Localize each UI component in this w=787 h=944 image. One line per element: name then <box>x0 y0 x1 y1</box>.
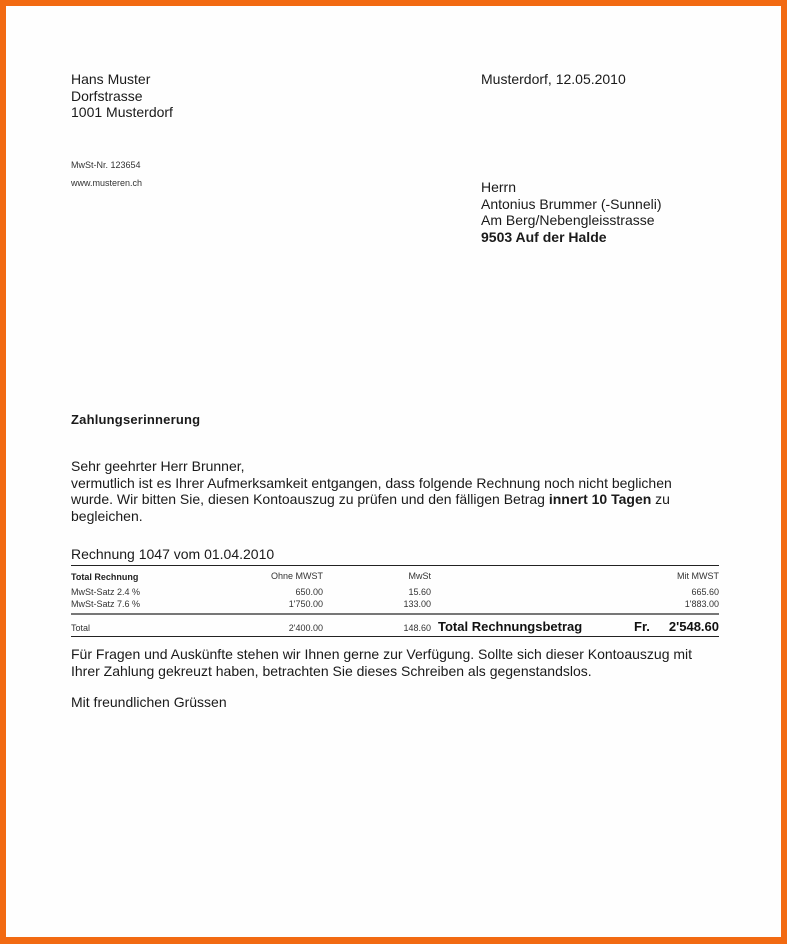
recipient-name: Antonius Brummer (-Sunneli) <box>481 195 662 212</box>
letter-body <box>71 458 711 524</box>
row-gross: 1'883.00 <box>684 599 719 609</box>
payment-deadline: innert 10 Tagen <box>548 491 652 507</box>
letter-subject: Zahlungserinnerung <box>71 412 201 427</box>
body-text-end: zu begleichen. <box>71 491 670 524</box>
body-text-start: vermutlich ist es Ihrer Aufmerksamkeit entgangen, dass folgende Rechnung noch nicht beglichen wurde. Wir bitten Sie, diesen Kontoauszug zu prüfen und den fälligen Betrag <box>71 474 672 507</box>
row-net: 650.00 <box>295 587 323 597</box>
row-vat: 133.00 <box>403 599 431 609</box>
closing-paragraph: Für Fragen und Auskünfte stehen wir Ihnen gerne zur Verfügung. Sollte sich dieser Kontoauszug mit Ihrer Zahlung gekreuzt haben, betrachten Sie dieses Schreiben als gegenstandslos. <box>71 646 693 679</box>
header-gross: Mit MWST <box>677 571 719 581</box>
grand-total-amount: 2'548.60 <box>668 619 719 634</box>
signoff: Mit freundlichen Grüssen <box>71 694 227 710</box>
currency-label: Fr. <box>634 619 650 634</box>
header-net: Ohne MWST <box>270 571 323 581</box>
sender-street: Dorfstrasse <box>71 87 143 104</box>
row-label: MwSt-Satz 7.6 % <box>71 599 141 609</box>
table-rule-bottom <box>71 636 719 637</box>
recipient-address <box>481 179 662 245</box>
total-net: 2'400.00 <box>288 623 323 633</box>
body-paragraph <box>71 475 711 525</box>
header-vat: MwSt <box>408 571 431 581</box>
greeting: Sehr geehrter Herr Brunner, <box>71 458 245 474</box>
table-rule-middle <box>71 613 719 615</box>
invoice-title: Rechnung 1047 vom 01.04.2010 <box>71 546 275 562</box>
recipient-street: Am Berg/Nebengleisstrasse <box>481 212 655 228</box>
sender-city: 1001 Musterdorf <box>71 104 173 120</box>
recipient-city: 9503 Auf der Halde <box>481 228 607 245</box>
table-rule-top <box>71 565 719 566</box>
row-gross: 665.60 <box>691 587 719 597</box>
grand-total-label: Total Rechnungsbetrag <box>438 619 583 634</box>
total-vat: 148.60 <box>403 623 431 633</box>
recipient-salutation: Herrn <box>481 179 517 195</box>
sender-address <box>71 71 173 121</box>
total-label: Total <box>71 623 91 633</box>
row-net: 1'750.00 <box>288 599 323 609</box>
vat-number: MwSt-Nr. 123654 <box>71 160 141 170</box>
row-label: MwSt-Satz 2.4 % <box>71 587 141 597</box>
row-vat: 15.60 <box>408 587 431 597</box>
place-date: Musterdorf, 12.05.2010 <box>481 71 626 87</box>
sender-website: www.musteren.ch <box>71 178 143 188</box>
header-label: Total Rechnung <box>71 572 139 582</box>
sender-name: Hans Muster <box>71 71 151 87</box>
